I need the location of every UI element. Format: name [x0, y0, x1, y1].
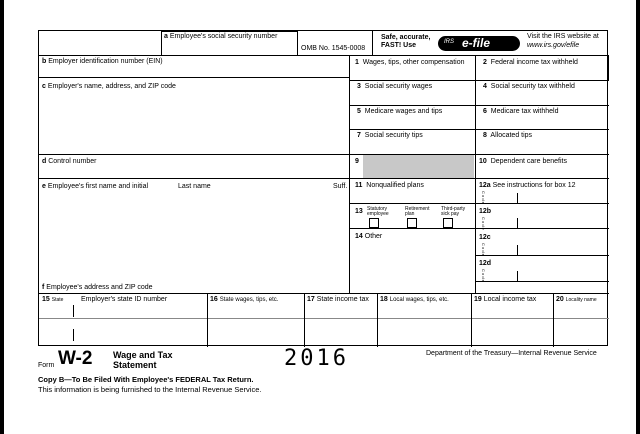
divider — [39, 154, 349, 155]
box-e-letter: e — [42, 183, 46, 190]
omb-number: OMB No. 1545-0008 — [301, 45, 366, 52]
form-title-line-2: Statement — [113, 360, 157, 370]
box-5-label: Medicare wages and tips — [364, 108, 443, 115]
box-19-label: Local income tax — [483, 296, 537, 303]
box-12a-num: 12a — [479, 182, 491, 189]
divider — [475, 203, 609, 204]
divider — [207, 293, 208, 347]
divider — [471, 293, 472, 347]
form-w2-title: W-2 — [58, 348, 93, 369]
ssn-label: Employee's social security number — [169, 33, 278, 40]
box-8-num: 8 — [483, 132, 487, 139]
box-11-num: 11 — [355, 182, 363, 189]
box-12d-num: 12d — [479, 260, 492, 267]
box-8-label: Allocated tips — [490, 132, 533, 139]
box-3-num: 3 — [357, 83, 361, 90]
divider — [517, 271, 518, 281]
box-12a-code-label: C o d e — [481, 191, 486, 204]
box-13-retirement: Retirement plan — [405, 206, 430, 217]
box-5-num: 5 — [357, 108, 361, 115]
divider — [517, 218, 518, 228]
box-10-num: 10 — [479, 158, 487, 165]
box-16-label: State wages, tips, etc. — [219, 297, 279, 303]
divider — [39, 178, 349, 179]
form-title-line-1: Wage and Tax — [113, 350, 173, 360]
box-20-label: Locality name — [565, 297, 597, 303]
box-12c-num: 12c — [479, 234, 491, 241]
divider — [475, 281, 609, 282]
form-word: Form — [38, 362, 55, 369]
copy-b-instruction: Copy B—To Be Filed With Employee's FEDERAL Tax Return. — [38, 375, 254, 384]
divider — [377, 293, 378, 347]
box-14-label: Other — [364, 233, 383, 240]
ssn-letter: a — [164, 33, 168, 40]
box-2-num: 2 — [483, 59, 487, 66]
box-1-num: 1 — [355, 59, 359, 66]
box-e-last-name: Last name — [178, 183, 211, 190]
w2-form-grid — [38, 30, 608, 346]
divider — [553, 293, 554, 347]
box-17-label: State income tax — [316, 296, 369, 303]
box-6-num: 6 — [483, 108, 487, 115]
statutory-employee-checkbox[interactable] — [369, 218, 379, 228]
divider — [517, 193, 518, 203]
box-15-num: 15 — [42, 296, 50, 303]
efile-logo-text: e-file — [462, 36, 491, 50]
divider — [304, 293, 305, 347]
retirement-plan-checkbox[interactable] — [407, 218, 417, 228]
box-12c-code-label: C o d e — [481, 243, 486, 256]
box-3-label: Social security wages — [364, 83, 433, 90]
safe-line-1: Safe, accurate, — [381, 34, 431, 41]
box-11-label: Nonqualified plans — [366, 182, 424, 189]
divider — [349, 228, 475, 229]
tax-year: 2016 — [284, 346, 349, 371]
safe-line-2: FAST! Use — [381, 42, 417, 49]
box-12d-code-label: C o d e — [481, 269, 486, 282]
divider — [349, 55, 350, 293]
box-7-num: 7 — [357, 132, 361, 139]
box-13-num: 13 — [355, 208, 363, 215]
box-18-num: 18 — [380, 296, 388, 303]
box-18-label: Local wages, tips, etc. — [389, 297, 449, 303]
box-14-num: 14 — [355, 233, 363, 240]
efile-logo — [438, 36, 520, 51]
divider — [372, 31, 373, 55]
box-1-label: Wages, tips, other compensation — [362, 59, 465, 66]
box-2-label: Federal income tax withheld — [490, 59, 578, 66]
divider — [349, 178, 609, 179]
third-party-sick-pay-checkbox[interactable] — [443, 218, 453, 228]
divider — [517, 245, 518, 255]
visit-line-2[interactable]: www.irs.gov/efile — [527, 42, 580, 49]
box-12b-num: 12b — [479, 208, 492, 215]
visit-line-1: Visit the IRS website at — [527, 33, 599, 40]
box-15-sub: Employer's state ID number — [81, 296, 168, 303]
box-9-num: 9 — [355, 158, 359, 165]
divider — [475, 255, 609, 256]
box-10-label: Dependent care benefits — [490, 158, 567, 165]
divider — [73, 305, 74, 317]
box-19-num: 19 — [474, 296, 482, 303]
box-4-num: 4 — [483, 83, 487, 90]
irs-info-note: This information is being furnished to the Internal Revenue Service. — [38, 385, 262, 394]
box-d-label: Control number — [48, 158, 97, 165]
box-d-letter: d — [42, 158, 47, 165]
box-17-num: 17 — [307, 296, 315, 303]
box-f-label: Employee's address and ZIP code — [46, 284, 153, 291]
divider — [475, 55, 476, 293]
box-15-label: State — [51, 297, 64, 303]
divider — [73, 329, 74, 341]
divider — [39, 77, 349, 78]
box-13-statutory: Statutory employee — [367, 206, 389, 217]
divider — [349, 105, 609, 106]
box-c-label: Employer's name, address, and ZIP code — [47, 83, 176, 90]
treasury-department: Department of the Treasury—Internal Revenue Service — [426, 350, 597, 357]
box-12b-code-label: C o d e — [481, 217, 486, 230]
box-4-label: Social security tax withheld — [490, 83, 575, 90]
divider — [39, 293, 609, 294]
w2-form-page — [4, 0, 636, 434]
box-e-suffix: Suff. — [333, 183, 348, 190]
divider — [39, 318, 609, 319]
box-b-letter: b — [42, 58, 47, 65]
box-13-thirdparty: Third-party sick pay — [441, 206, 466, 217]
box-e-label: Employee's first name and initial — [47, 183, 149, 190]
box-20-num: 20 — [556, 296, 564, 303]
form-footer — [38, 346, 608, 406]
box-f-letter: f — [42, 284, 45, 291]
divider — [475, 228, 609, 229]
box-16-num: 16 — [210, 296, 218, 303]
box-6-label: Medicare tax withheld — [490, 108, 559, 115]
irs-logo-text: IRS — [444, 39, 455, 45]
box-b-label: Employer identification number (EIN) — [48, 58, 163, 65]
divider — [349, 203, 475, 204]
box-c-letter: c — [42, 83, 46, 90]
box-7-label: Social security tips — [364, 132, 423, 139]
divider — [349, 129, 609, 130]
box-12a-label: See instructions for box 12 — [492, 182, 576, 189]
box-9-shaded — [363, 155, 474, 178]
